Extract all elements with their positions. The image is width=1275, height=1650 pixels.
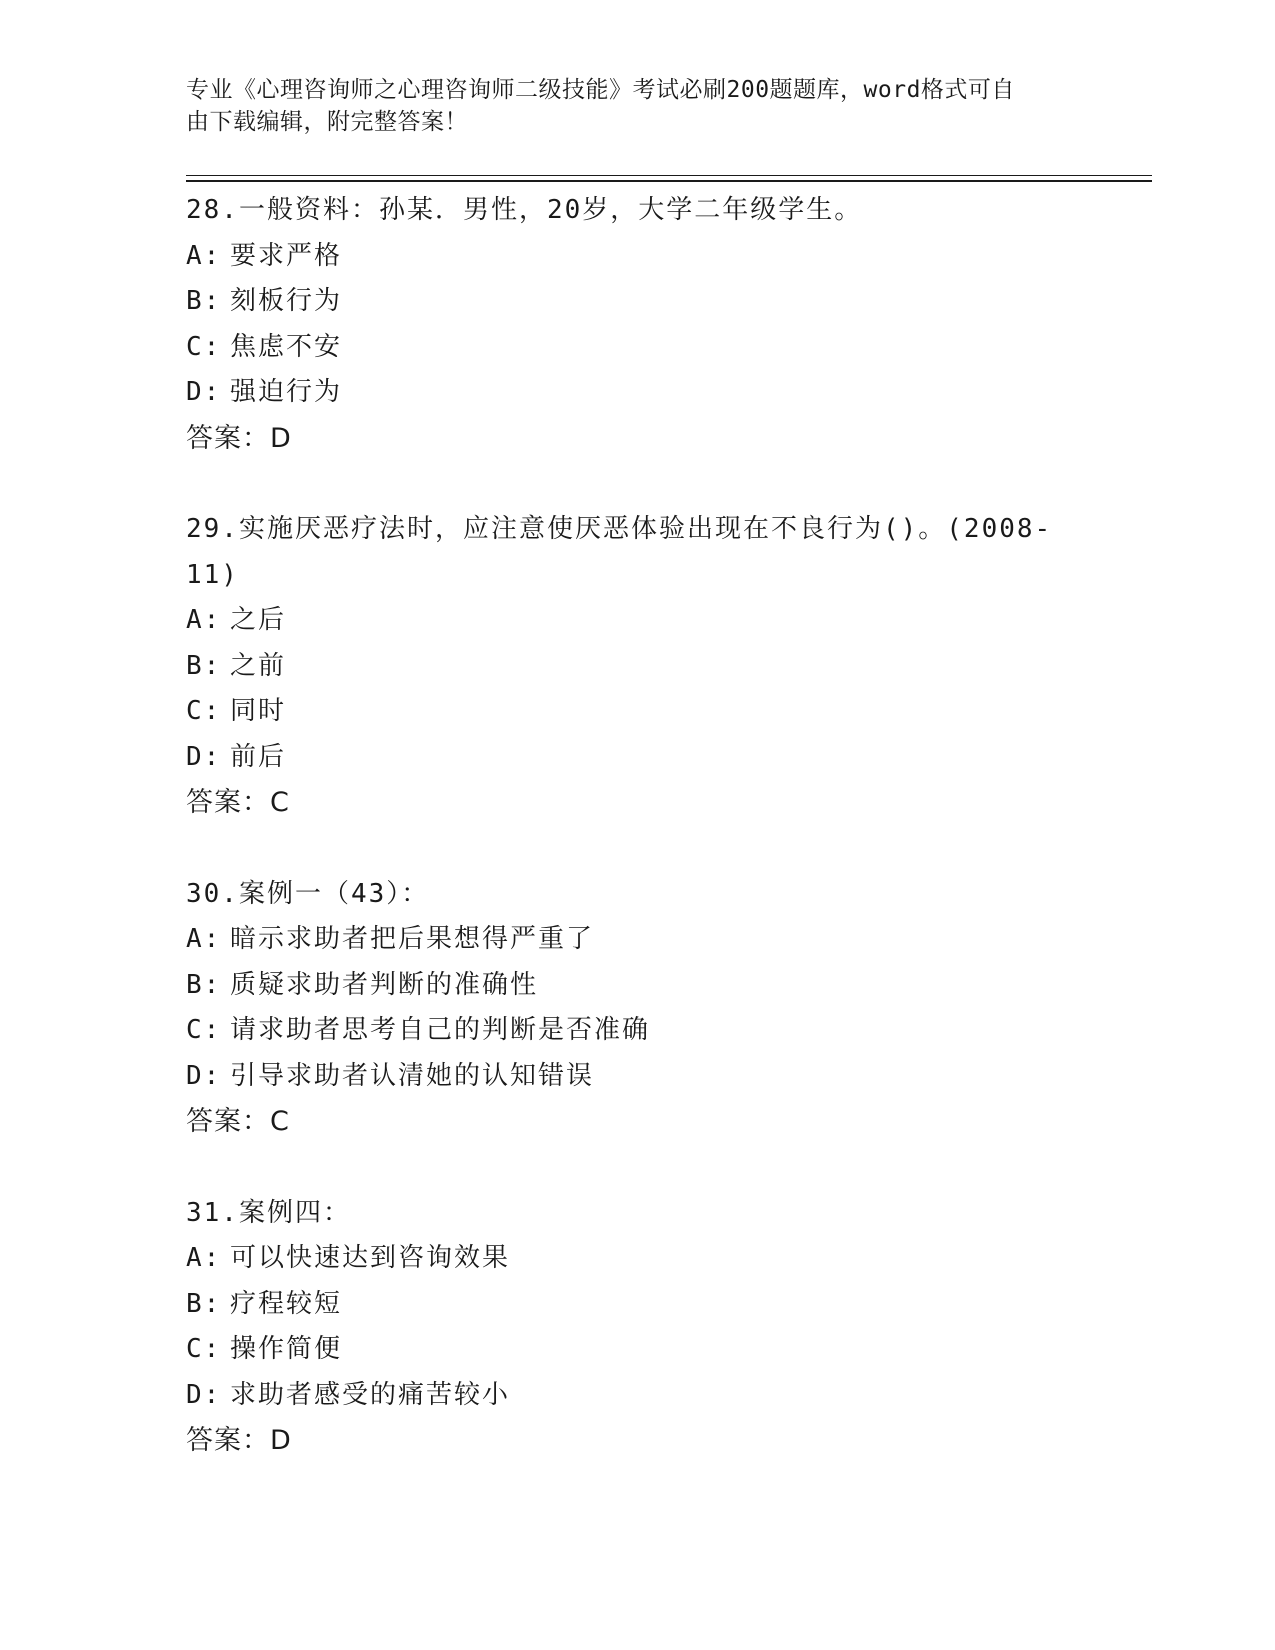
answer-option bbox=[186, 1373, 1086, 1419]
answer-key: 答案：C bbox=[186, 787, 290, 818]
option-text: 操作简便 bbox=[230, 1334, 343, 1364]
answer-option bbox=[186, 644, 1086, 690]
answer-option bbox=[186, 1327, 1086, 1373]
answer-option bbox=[186, 325, 1086, 371]
question-stem: 31.案例四： bbox=[186, 1197, 351, 1228]
option-letter: B: bbox=[186, 286, 222, 316]
answer-option bbox=[186, 370, 1086, 416]
header-line-2: 由下载编辑，附完整答案！ bbox=[186, 109, 468, 135]
answer-option bbox=[186, 917, 1086, 963]
option-letter: C: bbox=[186, 1015, 222, 1045]
option-text: 质疑求助者判断的准确性 bbox=[230, 969, 539, 1000]
answer-option bbox=[186, 689, 1086, 735]
answer-key: 答案：D bbox=[186, 1425, 292, 1456]
option-letter: B: bbox=[186, 1288, 222, 1319]
option-text: 强迫行为 bbox=[230, 377, 343, 407]
question-stem: 28.一般资料：孙某．男性，20岁，大学二年级学生。 bbox=[186, 195, 863, 225]
option-text: 求助者感受的痛苦较小 bbox=[230, 1379, 511, 1410]
question-stem: 11) bbox=[186, 559, 239, 590]
header-divider-thin bbox=[186, 175, 1152, 176]
option-letter: A: bbox=[186, 924, 222, 954]
answer-option bbox=[186, 735, 1086, 781]
question-item bbox=[186, 188, 1086, 461]
answer-option bbox=[186, 1236, 1086, 1282]
option-letter: B: bbox=[186, 969, 222, 1000]
option-letter: C: bbox=[186, 331, 222, 362]
option-text: 引导求助者认清她的认知错误 bbox=[230, 1060, 595, 1091]
document-header bbox=[186, 74, 1066, 138]
answer-option bbox=[186, 1054, 1086, 1100]
option-text: 请求助者思考自己的判断是否准确 bbox=[230, 1015, 651, 1045]
answer-option bbox=[186, 1282, 1086, 1328]
question-item bbox=[186, 872, 1086, 1145]
option-letter: D: bbox=[186, 741, 222, 772]
option-text: 焦虑不安 bbox=[230, 331, 343, 362]
answer-option bbox=[186, 1008, 1086, 1054]
answer-option bbox=[186, 963, 1086, 1009]
question-item bbox=[186, 507, 1086, 826]
question-item bbox=[186, 1191, 1086, 1464]
answer-option bbox=[186, 234, 1086, 280]
header-line-1: 专业《心理咨询师之心理咨询师二级技能》考试必刷200题题库，word格式可自 bbox=[186, 77, 1015, 103]
option-text: 之前 bbox=[230, 650, 287, 681]
option-text: 前后 bbox=[230, 741, 287, 772]
question-stem: 29.实施厌恶疗法时，应注意使厌恶体验出现在不良行为()。(2008- bbox=[186, 514, 1053, 544]
answer-key: 答案：D bbox=[186, 422, 292, 454]
option-text: 暗示求助者把后果想得严重了 bbox=[230, 924, 595, 954]
option-letter: D: bbox=[186, 377, 222, 407]
option-letter: A: bbox=[186, 605, 222, 635]
answer-option bbox=[186, 279, 1086, 325]
question-list bbox=[186, 188, 1086, 1510]
option-letter: D: bbox=[186, 1379, 222, 1410]
option-text: 要求严格 bbox=[230, 240, 343, 271]
option-text: 可以快速达到咨询效果 bbox=[230, 1243, 511, 1273]
option-text: 疗程较短 bbox=[230, 1288, 343, 1319]
option-letter: C: bbox=[186, 1334, 222, 1364]
option-letter: A: bbox=[186, 1243, 222, 1273]
option-letter: D: bbox=[186, 1060, 222, 1091]
option-text: 刻板行为 bbox=[230, 286, 343, 316]
answer-key: 答案：C bbox=[186, 1106, 290, 1137]
option-letter: C: bbox=[186, 696, 222, 726]
header-divider-thick bbox=[186, 180, 1152, 182]
option-letter: B: bbox=[186, 650, 222, 681]
question-stem: 30.案例一（43）： bbox=[186, 878, 430, 909]
answer-option bbox=[186, 598, 1086, 644]
option-text: 之后 bbox=[230, 605, 287, 635]
option-text: 同时 bbox=[230, 696, 287, 726]
option-letter: A: bbox=[186, 240, 222, 271]
